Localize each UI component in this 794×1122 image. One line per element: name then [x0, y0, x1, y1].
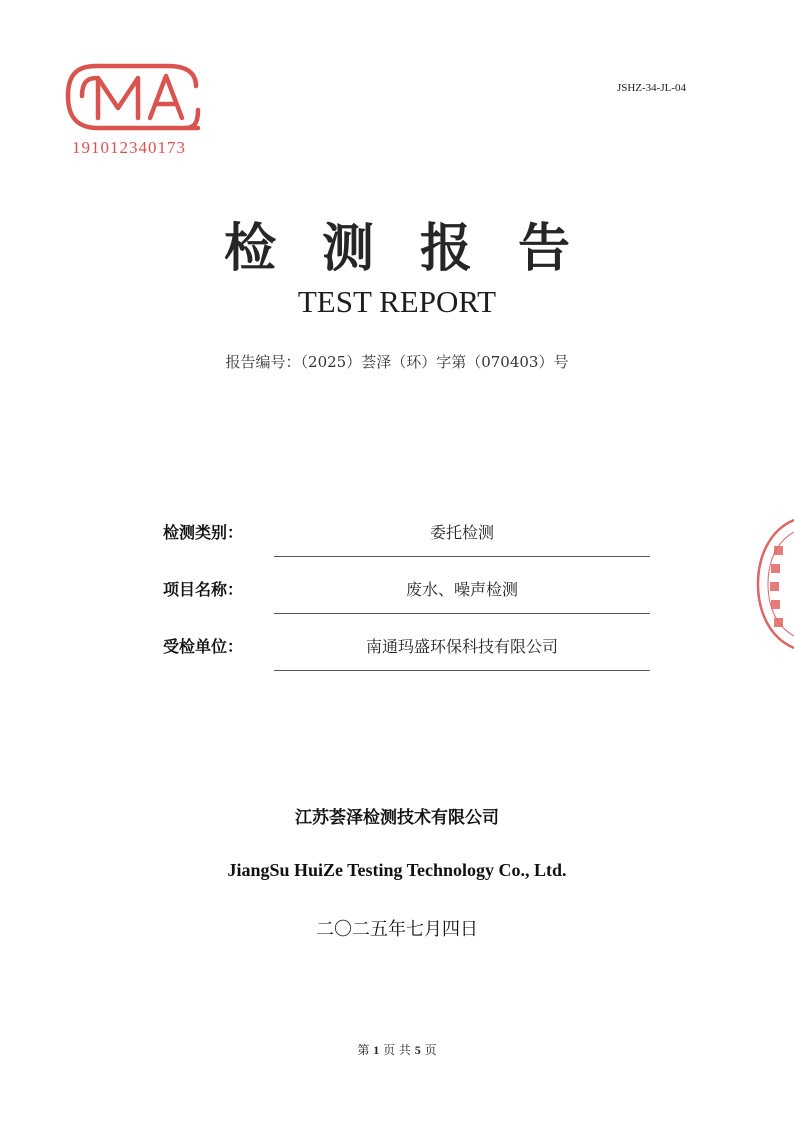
- document-code: JSHZ-34-JL-04: [616, 82, 686, 94]
- footer-suffix: 页: [424, 1043, 437, 1057]
- report-title-en: TEST REPORT: [297, 284, 497, 319]
- field-underline: [274, 613, 650, 614]
- cma-number: 191012340173: [72, 138, 186, 157]
- field-underline: [274, 670, 650, 671]
- page-footer: [0, 1041, 794, 1058]
- seal-stamp-fragment: [752, 516, 794, 652]
- report-number: 报告编号：（2025）荟泽（环）字第（070403）号: [225, 353, 569, 371]
- field-label-test-category: 检测类别：: [163, 523, 244, 542]
- field-label-project-name: 项目名称：: [163, 580, 244, 599]
- field-value-inspected-unit: 南通玛盛环保科技有限公司: [365, 637, 558, 656]
- cma-logo: [62, 56, 204, 138]
- footer-prefix: 第: [357, 1043, 370, 1057]
- footer-current-page: 1: [373, 1043, 380, 1057]
- field-label-inspected-unit: 受检单位：: [163, 637, 244, 656]
- footer-middle: 页 共: [383, 1043, 411, 1057]
- field-value-test-category: 委托检测: [429, 523, 494, 542]
- company-name-cn: 江苏荟泽检测技术有限公司: [295, 808, 499, 828]
- report-date: 二〇二五年七月四日: [316, 919, 478, 940]
- company-name-en: JiangSu HuiZe Testing Technology Co., Ltd.: [227, 860, 567, 880]
- report-title-cn: 检测报告: [223, 219, 616, 279]
- footer-total-pages: 5: [414, 1043, 421, 1057]
- field-underline: [274, 556, 650, 557]
- field-value-project-name: 废水、噪声检测: [405, 580, 518, 599]
